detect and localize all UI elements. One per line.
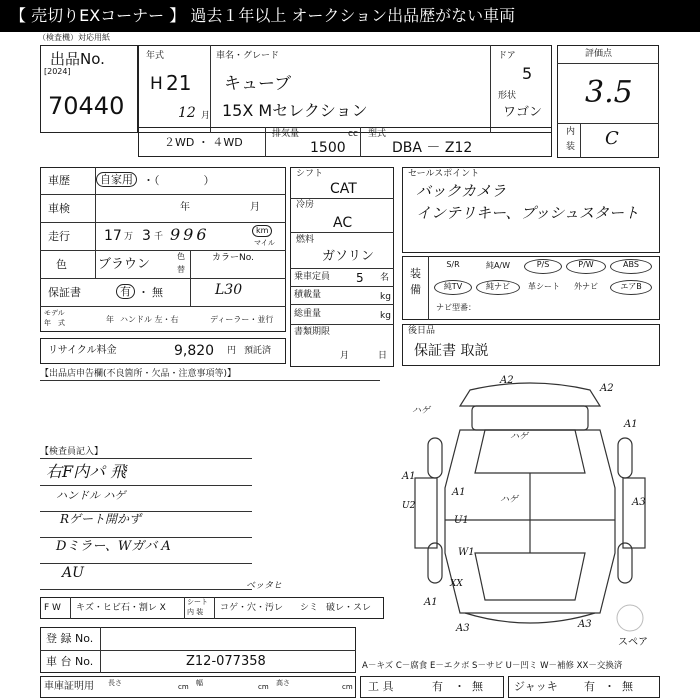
diag-mark-u1: U1 (454, 515, 469, 526)
equipment-nav-label: ナビ型番： (436, 303, 476, 312)
drive-text: ２WD ・ ４WD (164, 136, 243, 149)
year-month: 12 (178, 105, 196, 121)
mileage-sen-unit: 千 (154, 232, 164, 242)
doors-label: ドア (498, 51, 516, 61)
tools-yes: 有 (432, 680, 443, 693)
mileage-man-unit: 万 (124, 232, 134, 242)
warranty-label: 保証書 (48, 286, 81, 299)
color-code: L30 (215, 282, 243, 298)
papers-day: 日 (378, 351, 388, 361)
jack-label: ジャッキ (514, 680, 558, 693)
inspector-note-3: Rゲート開かず (60, 512, 142, 526)
damage-legend: A－キズ C－腐食 E－エクボ S－サビ U－凹ミ W－補修 XX－交換済 (362, 661, 623, 671)
cert-unit-2: cm (258, 683, 269, 691)
year-era: H (150, 74, 163, 94)
shift-value: CAT (330, 181, 357, 197)
year-label: 年式 (146, 51, 165, 61)
fw-items: キズ・ヒビ石・割レ X (76, 603, 166, 613)
model-year-unit: 年 (106, 315, 114, 324)
diag-mark-hage-roof: ハゲ (510, 432, 529, 442)
tools-no: 無 (472, 680, 483, 693)
shape-value: ワゴン (503, 105, 543, 120)
model-label: 型式 (368, 129, 387, 139)
interior-value: C (605, 128, 619, 149)
load-unit: kg (380, 292, 391, 302)
cert-length: 長さ (108, 679, 122, 687)
aircon-label: 冷房 (296, 200, 315, 210)
color-change-1: 色 (177, 252, 185, 261)
mileage-unit-mile: マイル (254, 239, 275, 247)
inspector-note-2: ハンドル ハゲ (56, 489, 126, 502)
jack-sep: ・ (604, 680, 615, 693)
chassis-label: 車 台 No. (46, 655, 94, 668)
diag-mark-hage-left: ハゲ (412, 406, 431, 416)
diag-mark-a3-rear-right: A3 (578, 619, 592, 630)
papers-month: 月 (340, 351, 350, 361)
equip-sr: S/R (446, 260, 460, 269)
car-name: キューブ (224, 74, 292, 94)
fw-label: F W (44, 603, 61, 613)
diag-mark-a1-rear: A1 (424, 597, 438, 608)
header-subnote: （検査機）対応用紙 (38, 33, 110, 42)
shape-label: 形状 (498, 91, 517, 101)
fw-cell-2a: シート (187, 598, 208, 606)
fuel-label: 燃料 (296, 235, 315, 245)
color-label: 色 (56, 258, 67, 271)
warranty-yes: 有 (116, 284, 135, 299)
inspector-note-1: 右F内パ 飛 (46, 462, 127, 481)
banner-title: 【 売切りEXコーナー 】 過去１年以上 オークション出品歴がない車両 (10, 6, 516, 25)
equipment-label-2: 備 (410, 283, 421, 296)
equip-ext-navi: 外ナビ (574, 282, 598, 291)
fw-cell-2b: 内 装 (187, 608, 204, 616)
equip-ps: P/S (524, 259, 562, 274)
inspection-month-unit: 月 (250, 202, 260, 213)
interior-label-1: 内 (566, 127, 576, 137)
cert-height: 高さ (276, 679, 290, 687)
color-change-2: 替 (177, 265, 185, 274)
recycle-value: 9,820 (174, 343, 215, 359)
post-value: 保証書 取説 (414, 343, 489, 359)
middle-info-box (290, 167, 394, 367)
equip-abs: ABS (610, 259, 652, 274)
equip-leather: 革シート (528, 282, 560, 291)
shift-label: シフト (296, 169, 324, 179)
diag-mark-a2-right: A2 (600, 383, 614, 394)
diag-mark-a1-right: A1 (624, 419, 638, 430)
post-label: 後日品 (408, 326, 436, 336)
diag-mark-a1-front: A1 (452, 487, 466, 498)
sales-point-1: バックカメラ (416, 182, 507, 200)
fw-items-4: 破レ・スレ (326, 603, 372, 613)
car-label: 車名・グレード (216, 51, 280, 61)
equip-aw: 純A/W (485, 261, 511, 270)
equip-pw: P/W (566, 259, 606, 274)
diag-mark-xx: XX (450, 579, 463, 589)
displacement-unit: cc (348, 129, 358, 139)
diagram-spare-label: スペア (618, 637, 648, 648)
gross-unit: kg (380, 311, 391, 321)
diag-mark-a2-top: A2 (500, 375, 514, 386)
lot-number: 70440 (48, 92, 125, 120)
score-label: 評価点 (585, 49, 613, 59)
warranty-sep: ・ (138, 286, 149, 299)
inspection-label: 車検 (48, 202, 70, 215)
equip-airbag: エアB (610, 280, 652, 295)
equipment-label-1: 装 (410, 267, 421, 280)
displacement-value: 1500 (310, 140, 346, 156)
diag-mark-u2: U2 (402, 501, 416, 511)
cert-label: 車庫証明用 (44, 681, 94, 692)
model-year-label-2: 年 式 (44, 319, 65, 327)
cert-unit-1: cm (178, 683, 189, 691)
mileage-man: 17 (104, 228, 122, 244)
diag-mark-a3-rear-left: A3 (456, 623, 470, 634)
color-code-label: カラーNo. (212, 253, 254, 263)
jack-yes: 有 (584, 680, 595, 693)
model-year-label-1: モデル (44, 309, 65, 317)
diag-mark-a3-right: A3 (632, 497, 646, 508)
history-selected: 自家用 (96, 172, 137, 187)
fw-items-2: コゲ・穴・汚レ (220, 603, 284, 613)
gross-label: 総重量 (294, 309, 322, 319)
mileage-sen: 3 (142, 228, 151, 244)
registration-label: 登 録 No. (46, 632, 94, 645)
chassis-value: Z12-077358 (186, 654, 266, 669)
capacity-label: 乗車定員 (294, 272, 331, 282)
diag-mark-a1-side: A1 (402, 471, 416, 482)
tools-sep: ・ (454, 680, 465, 693)
cert-unit-3: cm (342, 683, 353, 691)
sales-point-2: インテリキー、プッシュスタート (416, 204, 640, 222)
equip-navi: 純ナビ (476, 280, 520, 295)
year-month-unit: 月 (201, 111, 211, 121)
interior-label-2: 装 (566, 142, 576, 152)
aircon-value: AC (333, 215, 353, 231)
displacement-label: 排気量 (272, 129, 300, 139)
inspector-label: 【検査員記入】 (40, 447, 104, 457)
mileage-label: 走行 (48, 230, 70, 243)
mileage-unit-km: km (252, 225, 272, 237)
recycle-unit: 円 (227, 346, 237, 356)
doors-value: 5 (522, 64, 533, 83)
car-damage-diagram (400, 375, 660, 638)
tools-label: 工 具 (368, 680, 394, 693)
papers-label: 書類期限 (294, 327, 331, 337)
model-year-dealer: ディーラー・並行 (210, 315, 274, 324)
lot-label: 出品No. (50, 50, 105, 68)
fw-items-3: シミ (300, 603, 319, 613)
recycle-note: 預託済 (244, 346, 272, 356)
recycle-label: リサイクル料金 (48, 345, 117, 356)
capacity-unit: 名 (380, 273, 390, 283)
capacity-value: 5 (356, 271, 364, 285)
fw-note: ベッタヒ (246, 581, 283, 591)
score-value: 3.5 (585, 75, 633, 110)
sales-points-label: セールスポイント (408, 169, 480, 179)
inspector-note-5: AU (62, 565, 84, 581)
inspection-year-unit: 年 (180, 202, 190, 213)
car-grade: 15X Mセレクション (222, 101, 368, 120)
load-label: 積載量 (294, 290, 322, 300)
jack-no: 無 (622, 680, 633, 693)
seller-notes-label: 【出品店申告欄(不良箇所・欠品・注意事項等)】 (40, 369, 237, 379)
lot-year-tag: [2024] (44, 67, 71, 76)
history-label: 車歴 (48, 174, 70, 187)
fuel-value: ガソリン (322, 249, 375, 264)
color-value: ブラウン (98, 257, 151, 272)
cert-width: 幅 (196, 679, 203, 687)
diag-mark-w1: W1 (458, 547, 475, 558)
model-value: DBA － Z12 (392, 140, 473, 156)
equip-tv: 純TV (434, 280, 472, 295)
model-year-handle: ハンドル 左・右 (120, 315, 179, 324)
diag-mark-hage-center: ハゲ (500, 495, 519, 505)
year-value: 21 (166, 71, 192, 95)
warranty-no: 無 (152, 286, 163, 299)
history-rest: ・（ ） (143, 174, 215, 187)
mileage-rest: 996 (170, 225, 210, 244)
inspector-note-4: Dミラー、Wガバ A (56, 539, 171, 554)
